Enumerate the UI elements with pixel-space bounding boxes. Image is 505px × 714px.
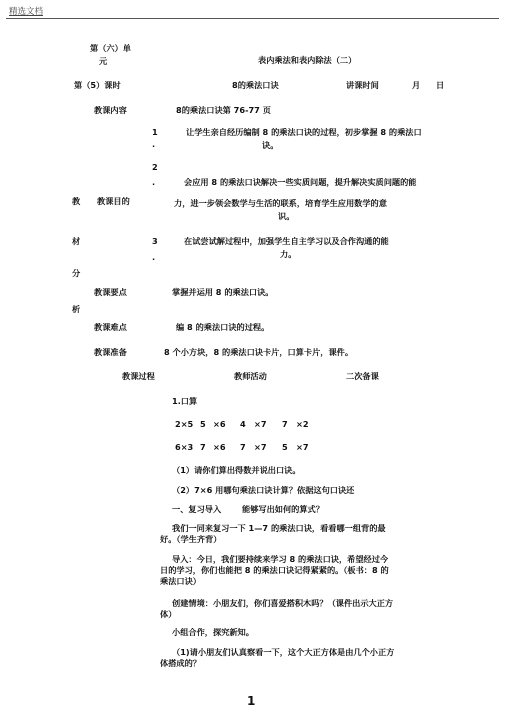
math-item: ×7 (254, 442, 267, 452)
content-value: 8的乘法口诀第 76-77 页 (176, 105, 271, 115)
section-review-subtitle: 能够写出如何的算式？ (242, 504, 324, 514)
goal-3-line1: 在试尝试解过程中，加强学生自主学习以及合作沟通的能 (184, 236, 389, 246)
header-label: 精选文档 (9, 7, 44, 17)
math-item: ×7 (254, 419, 267, 429)
side-char-fen: 分 (72, 268, 81, 278)
header-rule (6, 18, 499, 19)
paragraph-review: 我们一同来复习一下 1—7 的乘法口诀，看看哪一组背的最好。（学生齐背） (160, 523, 386, 544)
math-item: 5 (282, 442, 288, 452)
month-label: 月 (412, 80, 421, 90)
goal-3-dot: . (152, 252, 156, 262)
math-item: ×6 (213, 419, 226, 429)
section-review-title: 一、复习导入 (172, 504, 222, 514)
math-item: 6×3 (175, 442, 194, 452)
question-2: （2）7×6 用哪句乘法口诀计算？依据这句口诀还 (172, 485, 355, 495)
goal-2-line2: 力，进一步领会数学与生活的联系，培育学生应用数学的意 (174, 198, 387, 208)
prep-label: 教课准备 (94, 347, 127, 357)
day-label: 日 (436, 80, 445, 90)
paragraph-group-work: 小组合作，探究新知。 (172, 627, 254, 637)
goal-2-line1: 会应用 8 的乘法口诀解决一些实质问题，提升解决实质问题的能 (184, 177, 417, 187)
math-item: 2×5 (175, 419, 194, 429)
paragraph-question: （1)请小朋友们认真察看一下，这个大正方体是由几个小正方体搭成的？ (160, 647, 395, 668)
goal-2-num: 2 (152, 162, 158, 172)
math-item: ×6 (213, 442, 226, 452)
math-item: 7 (240, 442, 246, 452)
page-number: 1 (247, 694, 256, 708)
paragraph-situation: 创建情境：小朋友们，你们喜爱搭积木吗？（课件出示大正方体） (160, 598, 394, 619)
goal-3-num: 3 (152, 236, 158, 246)
keypoint-value: 掌握并运用 8 的乘法口诀。 (172, 287, 274, 297)
paragraph-intro: 导入：今日，我们要持续来学习 8 的乘法口诀，希望经过今日的学习，你们也能把 8 的乘法口诀记得紧紧的。（板书：8 的乘法口诀） (160, 554, 389, 586)
difficulty-label: 教课难点 (94, 322, 127, 332)
difficulty-value: 编 8 的乘法口诀的过程。 (176, 322, 270, 332)
side-char-xi: 析 (72, 304, 81, 314)
math-item: ×7 (296, 442, 309, 452)
lesson-number: 第（5）课时 (74, 80, 121, 90)
teacher-activity-heading: 教师活动 (234, 371, 267, 381)
goals-label: 教课目的 (97, 196, 130, 206)
unit-title: 表内乘法和表内除法（二） (258, 55, 357, 65)
unit-label-a: 第（六）单 (90, 43, 131, 53)
goal-2-dot: . (152, 177, 156, 187)
goal-3-line2: 力。 (280, 249, 297, 259)
lesson-title: 8的乘法口诀 (232, 80, 279, 90)
question-1: （1）请你们算出得数并说出口诀。 (172, 465, 301, 475)
kousuan-heading: 1.口算 (172, 396, 198, 406)
keypoint-label: 教课要点 (94, 287, 127, 297)
goal-1-line2: 诀。 (262, 140, 279, 150)
math-item: 5 (200, 419, 206, 429)
math-item: ×2 (296, 419, 309, 429)
goal-1-dot: . (152, 139, 156, 149)
content-label: 教课内容 (94, 105, 127, 115)
second-prep-heading: 二次备课 (346, 371, 379, 381)
prep-value: 8 个小方块，8 的乘法口诀卡片，口算卡片，课件。 (164, 347, 354, 357)
goal-2-line3: 识。 (278, 211, 295, 221)
process-heading: 教课过程 (122, 371, 155, 381)
goal-1-num: 1 (152, 127, 158, 137)
time-label: 讲课时间 (346, 80, 379, 90)
side-char-jiao: 教 (72, 196, 81, 206)
unit-label-b: 元 (99, 56, 108, 66)
math-item: 4 (240, 419, 246, 429)
math-item: 7 (200, 442, 206, 452)
goal-1-line1: 让学生亲自经历编制 8 的乘法口诀的过程，初步掌握 8 的乘法口 (186, 127, 422, 137)
side-char-cai: 材 (72, 236, 81, 246)
math-item: 7 (282, 419, 288, 429)
